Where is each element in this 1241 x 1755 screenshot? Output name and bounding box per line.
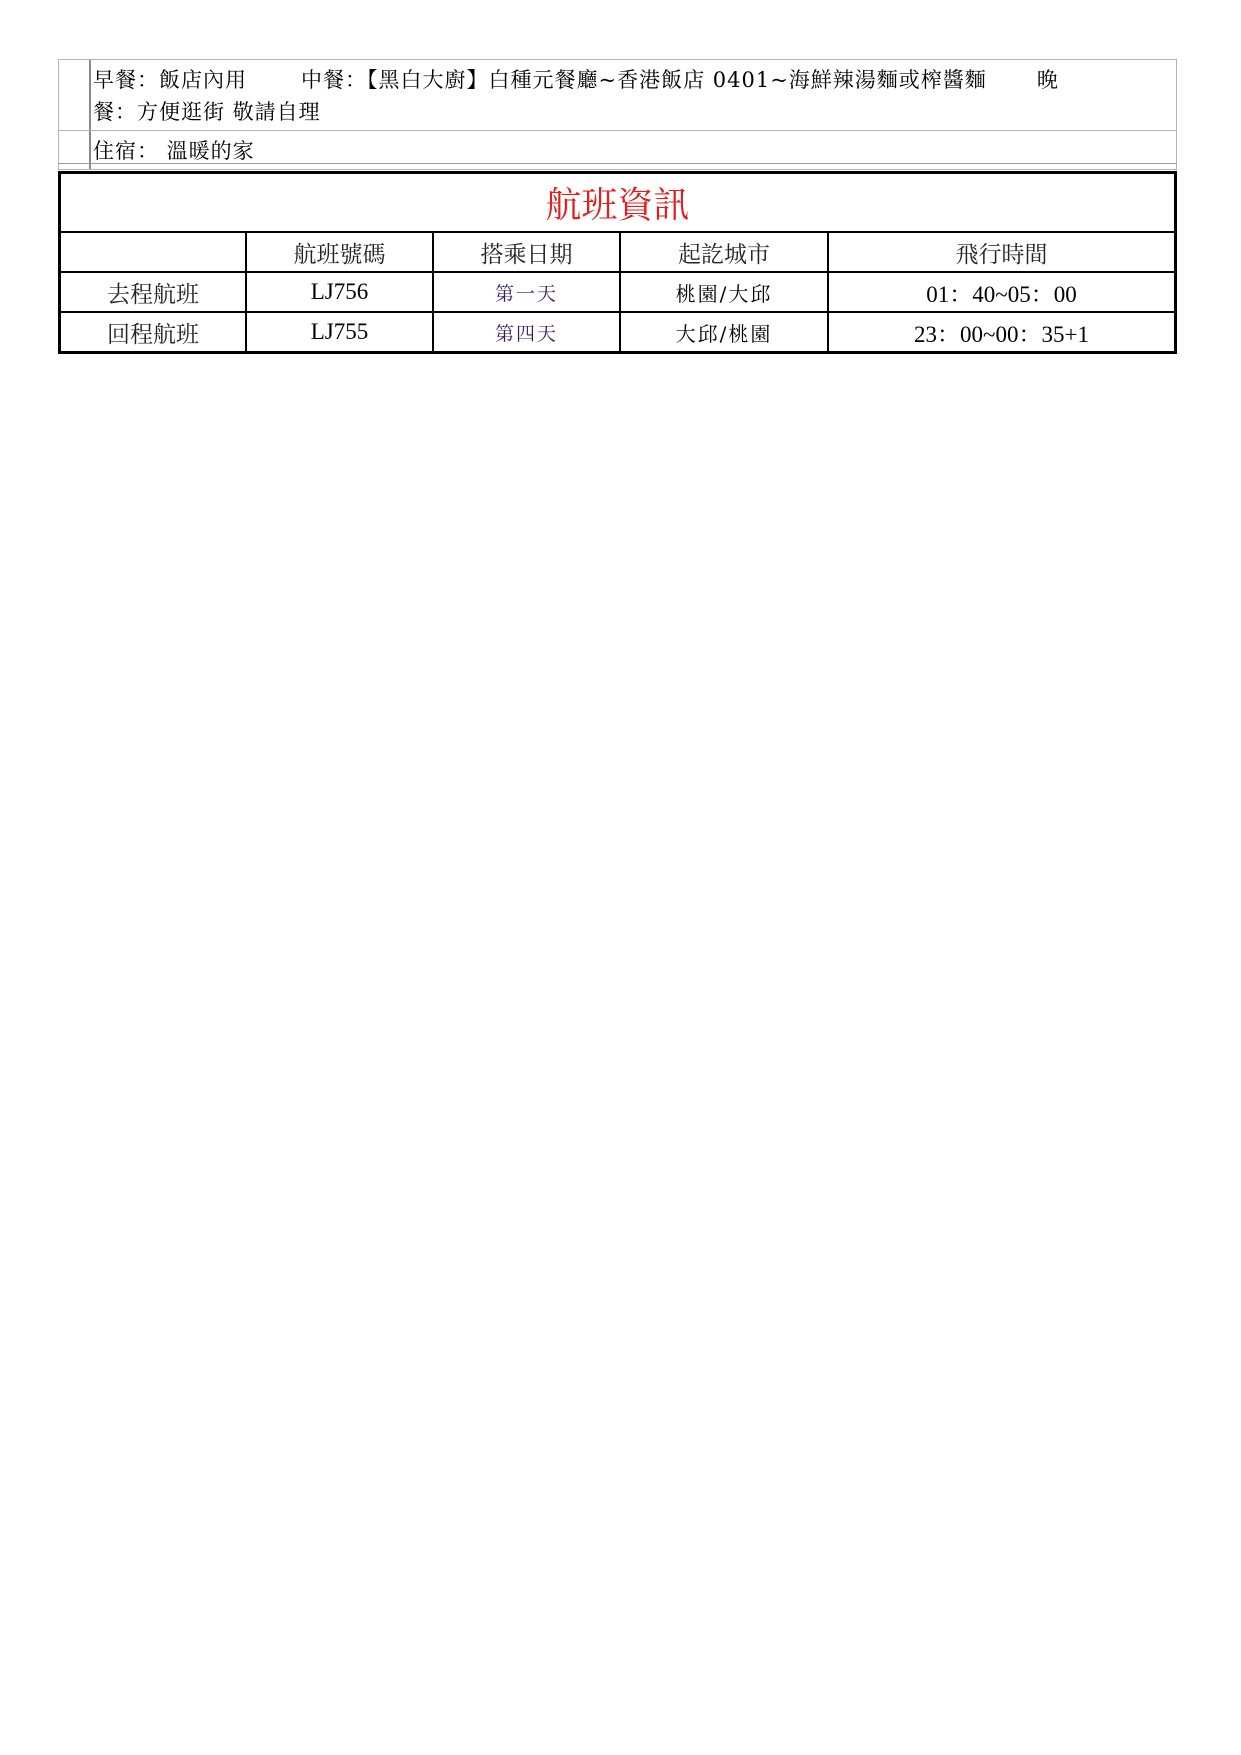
- flight-time: 23：00~00：35+1: [828, 312, 1174, 351]
- flight-info-title: 航班資訊: [61, 174, 1174, 232]
- row-label: 去程航班: [61, 272, 246, 312]
- header-row: [61, 232, 1174, 272]
- return-row: [61, 312, 1174, 351]
- flight-number: LJ755: [246, 312, 433, 351]
- lodging-cell: 住宿： 溫暖的家: [93, 139, 255, 163]
- flight-info-table: [58, 171, 1177, 354]
- meals-row: [59, 60, 1176, 131]
- outbound-row: [61, 272, 1174, 312]
- flight-time: 01：40~05：00: [828, 272, 1174, 312]
- section-divider: [58, 163, 1177, 164]
- flight-day: 第四天: [433, 312, 620, 351]
- header-flight-time: 飛行時間: [828, 232, 1174, 272]
- dinner-text-end: 餐：方便逛街 敬請自理: [93, 100, 321, 124]
- header-cities: 起訖城市: [620, 232, 828, 272]
- lunch-text: 中餐：【黑白大廚】白種元餐廳~香港飯店 0401~海鮮辣湯麵或榨醬麵: [301, 68, 987, 92]
- flight-cities: 桃園/大邱: [620, 272, 828, 312]
- meals-cell: [91, 60, 1176, 130]
- dinner-text-start: 晚: [1036, 68, 1059, 92]
- header-cell-empty: [61, 232, 246, 272]
- flight-day: 第一天: [433, 272, 620, 312]
- flight-number: LJ756: [246, 272, 433, 312]
- breakfast-text: 早餐：飯店內用: [93, 68, 247, 92]
- row-gutter: [59, 60, 91, 130]
- flight-cities: 大邱/桃園: [620, 312, 828, 351]
- itinerary-block: [58, 59, 1177, 170]
- row-label: 回程航班: [61, 312, 246, 351]
- header-date: 搭乘日期: [433, 232, 620, 272]
- header-flight-no: 航班號碼: [246, 232, 433, 272]
